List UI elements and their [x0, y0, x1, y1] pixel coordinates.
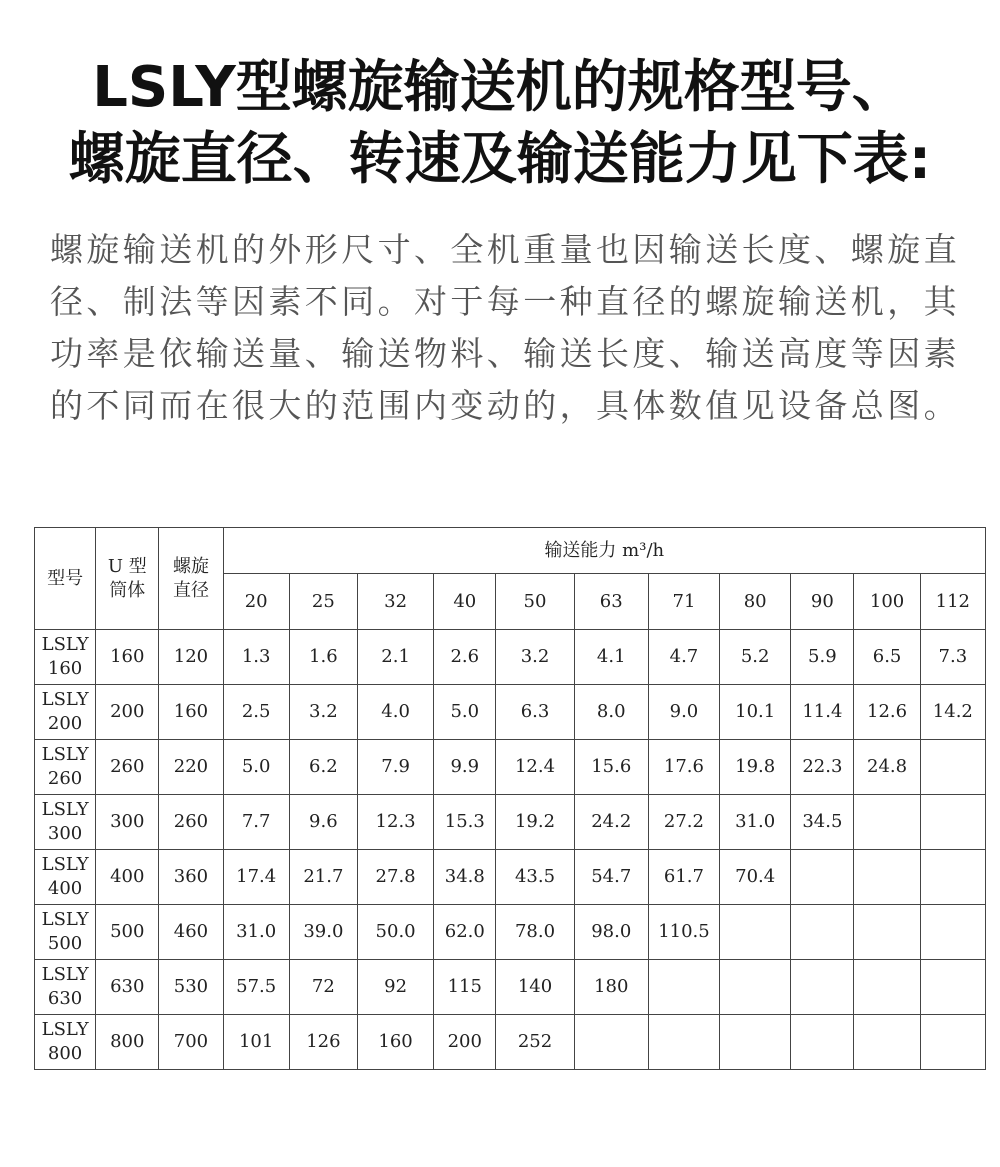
cell-capacity	[854, 850, 920, 905]
cell-capacity: 98.0	[574, 905, 648, 960]
capacity-column-header: 80	[720, 574, 791, 630]
cell-model-line-1: LSLY	[41, 799, 89, 820]
cell-u-barrel: 400	[96, 850, 159, 905]
cell-capacity: 126	[289, 1015, 357, 1070]
cell-capacity	[791, 905, 854, 960]
cell-model-line-2: 400	[47, 878, 83, 899]
cell-capacity: 2.5	[223, 685, 289, 740]
cell-capacity: 39.0	[289, 905, 357, 960]
cell-capacity: 4.7	[648, 630, 719, 685]
cell-capacity	[920, 905, 985, 960]
cell-capacity: 3.2	[289, 685, 357, 740]
cell-capacity	[720, 905, 791, 960]
cell-capacity	[648, 960, 719, 1015]
cell-u-barrel: 260	[96, 740, 159, 795]
cell-u-barrel: 300	[96, 795, 159, 850]
cell-capacity: 9.0	[648, 685, 719, 740]
spec-table-body	[35, 630, 986, 1070]
page-title-line-2: 螺旋直径、转速及输送能力见下表:	[68, 127, 932, 192]
table-row	[35, 795, 986, 850]
cell-capacity: 252	[496, 1015, 574, 1070]
cell-capacity	[791, 850, 854, 905]
cell-capacity: 12.3	[357, 795, 433, 850]
cell-capacity: 72	[289, 960, 357, 1015]
cell-model	[35, 905, 96, 960]
cell-model	[35, 1015, 96, 1070]
table-row	[35, 905, 986, 960]
cell-model-line-1: LSLY	[41, 744, 89, 765]
cell-model-line-2: 630	[47, 988, 83, 1009]
cell-capacity: 1.6	[289, 630, 357, 685]
cell-capacity: 180	[574, 960, 648, 1015]
cell-capacity: 50.0	[357, 905, 433, 960]
cell-model	[35, 850, 96, 905]
cell-capacity: 31.0	[720, 795, 791, 850]
cell-capacity: 19.8	[720, 740, 791, 795]
cell-capacity: 160	[357, 1015, 433, 1070]
cell-capacity	[920, 960, 985, 1015]
cell-capacity: 17.4	[223, 850, 289, 905]
cell-screw-diameter: 160	[159, 685, 223, 740]
cell-capacity: 12.4	[496, 740, 574, 795]
cell-model	[35, 685, 96, 740]
capacity-column-header: 112	[920, 574, 985, 630]
table-row	[35, 630, 986, 685]
cell-u-barrel: 630	[96, 960, 159, 1015]
cell-capacity: 6.2	[289, 740, 357, 795]
capacity-column-header: 40	[434, 574, 496, 630]
cell-screw-diameter: 260	[159, 795, 223, 850]
cell-capacity	[720, 1015, 791, 1070]
cell-model-line-2: 160	[47, 658, 83, 679]
cell-model-line-1: LSLY	[41, 964, 89, 985]
header-model: 型号	[35, 528, 96, 630]
cell-capacity: 22.3	[791, 740, 854, 795]
cell-capacity	[920, 740, 985, 795]
cell-capacity: 101	[223, 1015, 289, 1070]
page-title-line-1: LSLY型螺旋输送机的规格型号、	[92, 55, 908, 120]
cell-u-barrel: 800	[96, 1015, 159, 1070]
cell-screw-diameter: 460	[159, 905, 223, 960]
cell-model-line-2: 300	[47, 823, 83, 844]
cell-model-line-1: LSLY	[41, 689, 89, 710]
cell-capacity: 54.7	[574, 850, 648, 905]
cell-u-barrel: 160	[96, 630, 159, 685]
page-title	[0, 52, 1000, 196]
header-u-barrel	[96, 528, 159, 630]
cell-screw-diameter: 220	[159, 740, 223, 795]
cell-model-line-2: 260	[47, 768, 83, 789]
cell-model-line-2: 200	[47, 713, 83, 734]
cell-capacity: 1.3	[223, 630, 289, 685]
cell-capacity: 5.2	[720, 630, 791, 685]
cell-model	[35, 795, 96, 850]
cell-capacity: 92	[357, 960, 433, 1015]
cell-capacity: 70.4	[720, 850, 791, 905]
cell-capacity	[648, 1015, 719, 1070]
header-screw-diameter	[159, 528, 223, 630]
header-u-line-1: U 型	[107, 555, 147, 577]
cell-model	[35, 960, 96, 1015]
cell-model-line-1: LSLY	[41, 1019, 89, 1040]
cell-model	[35, 740, 96, 795]
cell-capacity	[854, 960, 920, 1015]
header-row	[35, 528, 986, 574]
cell-capacity: 62.0	[434, 905, 496, 960]
cell-capacity: 31.0	[223, 905, 289, 960]
cell-capacity: 17.6	[648, 740, 719, 795]
cell-capacity: 5.9	[791, 630, 854, 685]
cell-capacity: 27.2	[648, 795, 719, 850]
cell-capacity	[574, 1015, 648, 1070]
cell-capacity	[791, 960, 854, 1015]
cell-screw-diameter: 360	[159, 850, 223, 905]
cell-capacity	[920, 850, 985, 905]
capacity-column-header: 63	[574, 574, 648, 630]
header-dia-line-1: 螺旋	[172, 555, 209, 577]
cell-capacity: 12.6	[854, 685, 920, 740]
cell-capacity: 43.5	[496, 850, 574, 905]
cell-capacity: 5.0	[434, 685, 496, 740]
cell-capacity: 200	[434, 1015, 496, 1070]
cell-capacity: 57.5	[223, 960, 289, 1015]
spec-table-header	[35, 528, 986, 630]
cell-u-barrel: 200	[96, 685, 159, 740]
cell-capacity: 7.3	[920, 630, 985, 685]
intro-paragraph: 螺旋输送机的外形尺寸、全机重量也因输送长度、螺旋直径、制法等因素不同。对于每一种直径的螺旋输送机，其功率是依输送量、输送物料、输送长度、输送高度等因素的不同而在很大的范围内变动的，具体数值见设备总图。	[50, 230, 960, 425]
capacity-column-header: 25	[289, 574, 357, 630]
capacity-column-header: 71	[648, 574, 719, 630]
cell-capacity: 61.7	[648, 850, 719, 905]
cell-capacity: 9.9	[434, 740, 496, 795]
table-row	[35, 740, 986, 795]
capacity-column-header: 32	[357, 574, 433, 630]
cell-model-line-1: LSLY	[41, 854, 89, 875]
cell-screw-diameter: 530	[159, 960, 223, 1015]
cell-model-line-1: LSLY	[41, 634, 89, 655]
cell-capacity	[854, 795, 920, 850]
table-row	[35, 1015, 986, 1070]
cell-model-line-2: 800	[47, 1043, 83, 1064]
table-row	[35, 960, 986, 1015]
cell-model-line-2: 500	[47, 933, 83, 954]
cell-capacity: 34.8	[434, 850, 496, 905]
cell-capacity: 115	[434, 960, 496, 1015]
cell-capacity	[854, 1015, 920, 1070]
cell-capacity	[920, 1015, 985, 1070]
cell-capacity: 21.7	[289, 850, 357, 905]
cell-model-line-1: LSLY	[41, 909, 89, 930]
cell-capacity	[720, 960, 791, 1015]
capacity-column-header: 100	[854, 574, 920, 630]
cell-screw-diameter: 120	[159, 630, 223, 685]
table-row	[35, 850, 986, 905]
cell-capacity: 110.5	[648, 905, 719, 960]
cell-model	[35, 630, 96, 685]
cell-capacity: 7.9	[357, 740, 433, 795]
cell-capacity: 9.6	[289, 795, 357, 850]
cell-capacity: 15.6	[574, 740, 648, 795]
cell-capacity: 4.0	[357, 685, 433, 740]
cell-capacity: 24.2	[574, 795, 648, 850]
cell-capacity: 27.8	[357, 850, 433, 905]
capacity-column-header: 50	[496, 574, 574, 630]
header-capacity: 输送能力 m³/h	[223, 528, 985, 574]
cell-capacity: 78.0	[496, 905, 574, 960]
cell-capacity: 7.7	[223, 795, 289, 850]
cell-capacity: 140	[496, 960, 574, 1015]
table-row	[35, 685, 986, 740]
cell-capacity: 11.4	[791, 685, 854, 740]
cell-capacity: 24.8	[854, 740, 920, 795]
capacity-column-header: 90	[791, 574, 854, 630]
cell-capacity: 6.3	[496, 685, 574, 740]
cell-capacity: 15.3	[434, 795, 496, 850]
header-dia-line-2: 直径	[172, 579, 209, 601]
cell-u-barrel: 500	[96, 905, 159, 960]
cell-capacity: 6.5	[854, 630, 920, 685]
cell-capacity: 3.2	[496, 630, 574, 685]
cell-capacity: 14.2	[920, 685, 985, 740]
cell-capacity: 34.5	[791, 795, 854, 850]
cell-capacity	[791, 1015, 854, 1070]
capacity-column-header: 20	[223, 574, 289, 630]
cell-screw-diameter: 700	[159, 1015, 223, 1070]
cell-capacity	[854, 905, 920, 960]
cell-capacity: 10.1	[720, 685, 791, 740]
spec-table	[34, 527, 986, 1070]
cell-capacity: 19.2	[496, 795, 574, 850]
cell-capacity: 5.0	[223, 740, 289, 795]
cell-capacity: 4.1	[574, 630, 648, 685]
cell-capacity: 2.1	[357, 630, 433, 685]
cell-capacity: 8.0	[574, 685, 648, 740]
header-u-line-2: 筒体	[109, 579, 146, 601]
cell-capacity: 2.6	[434, 630, 496, 685]
cell-capacity	[920, 795, 985, 850]
